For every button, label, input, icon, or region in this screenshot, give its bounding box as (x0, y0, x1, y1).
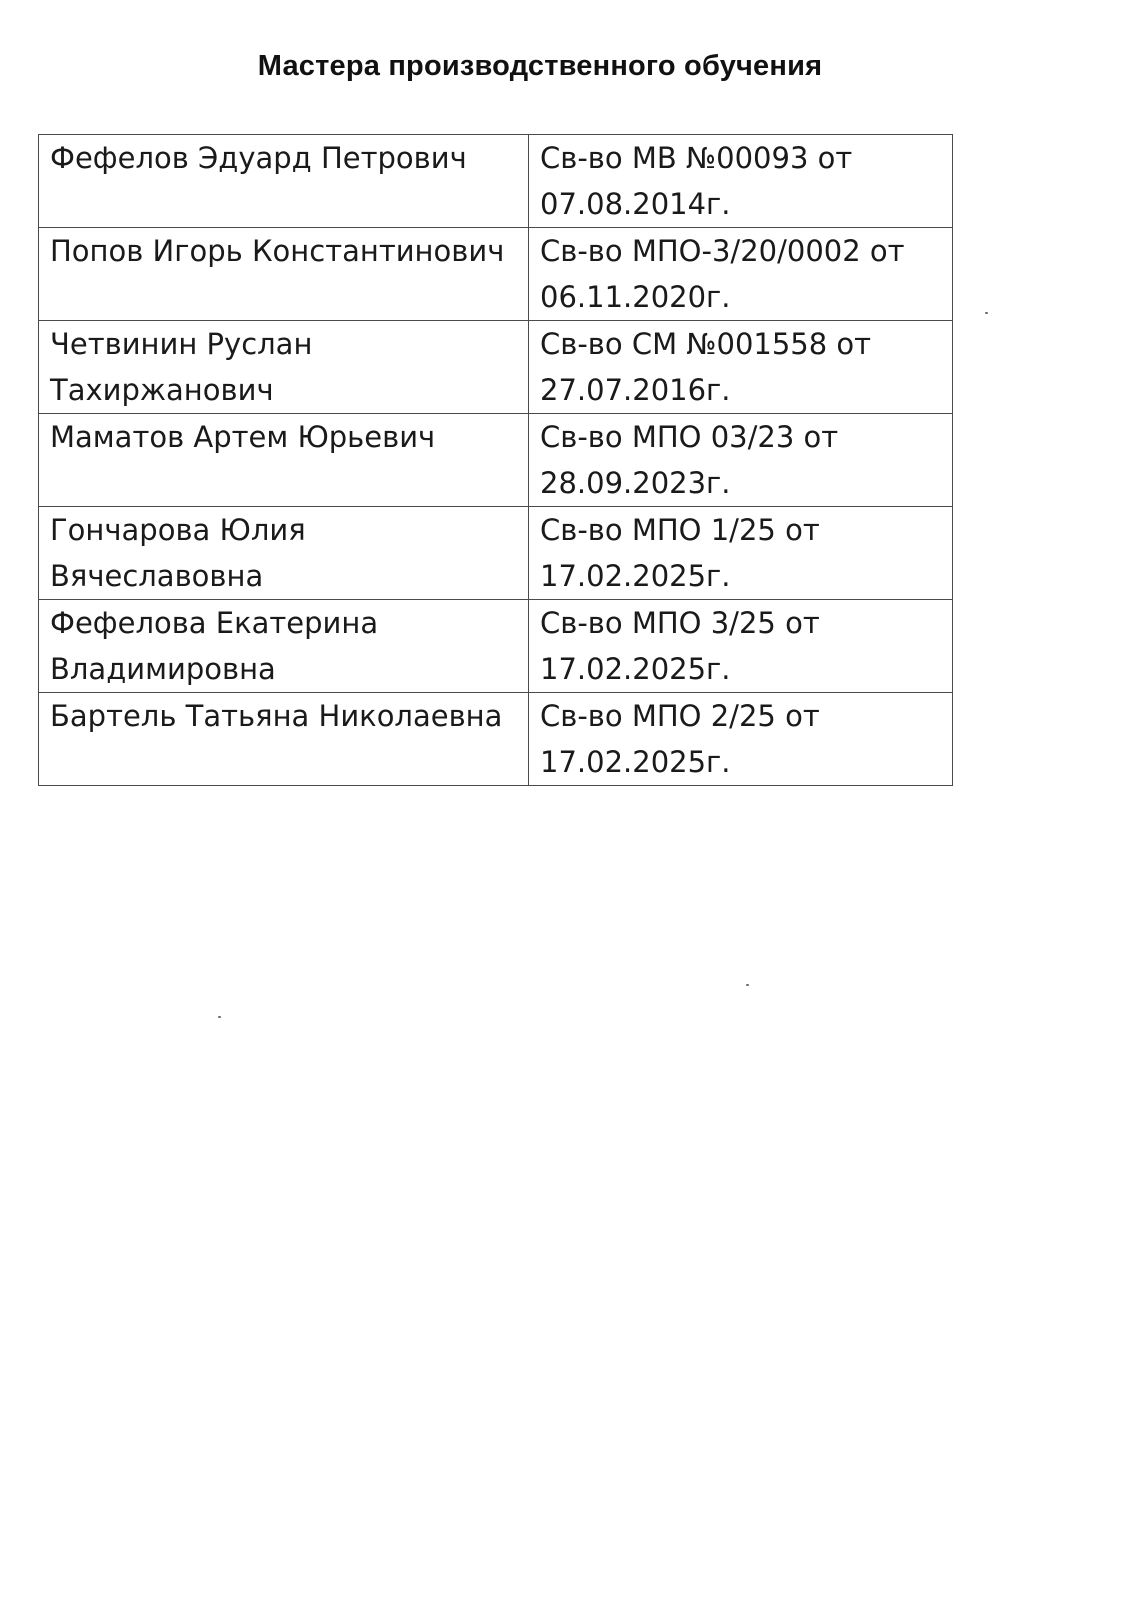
scan-speck (218, 1016, 221, 1018)
page-title: Мастера производственного обучения (257, 50, 823, 82)
masters-table (38, 134, 953, 786)
certificate-info: Св-во МПО 1/25 от 17.02.2025г. (529, 507, 953, 600)
table-row (39, 414, 953, 507)
master-name: Попов Игорь Константинович (39, 228, 529, 321)
table-row (39, 600, 953, 693)
master-name: Бартель Татьяна Николаевна (39, 693, 529, 786)
certificate-info: Св-во МПО-3/20/0002 от 06.11.2020г. (529, 228, 953, 321)
certificate-info: Св-во МПО 2/25 от 17.02.2025г. (529, 693, 953, 786)
master-name: Фефелов Эдуард Петрович (39, 135, 529, 228)
master-name: Фефелова Екатерина Владимировна (39, 600, 529, 693)
certificate-info: Св-во СМ №001558 от 27.07.2016г. (529, 321, 953, 414)
master-name: Гончарова Юлия Вячеславовна (39, 507, 529, 600)
table-row (39, 507, 953, 600)
master-name: Четвинин Руслан Тахиржанович (39, 321, 529, 414)
table-row (39, 135, 953, 228)
certificate-info: Св-во МПО 03/23 от 28.09.2023г. (529, 414, 953, 507)
certificate-info: Св-во МВ №00093 от 07.08.2014г. (529, 135, 953, 228)
scan-speck (985, 312, 988, 314)
table-row (39, 228, 953, 321)
scan-speck (746, 984, 749, 986)
certificate-info: Св-во МПО 3/25 от 17.02.2025г. (529, 600, 953, 693)
table-row (39, 693, 953, 786)
master-name: Маматов Артем Юрьевич (39, 414, 529, 507)
table-row (39, 321, 953, 414)
